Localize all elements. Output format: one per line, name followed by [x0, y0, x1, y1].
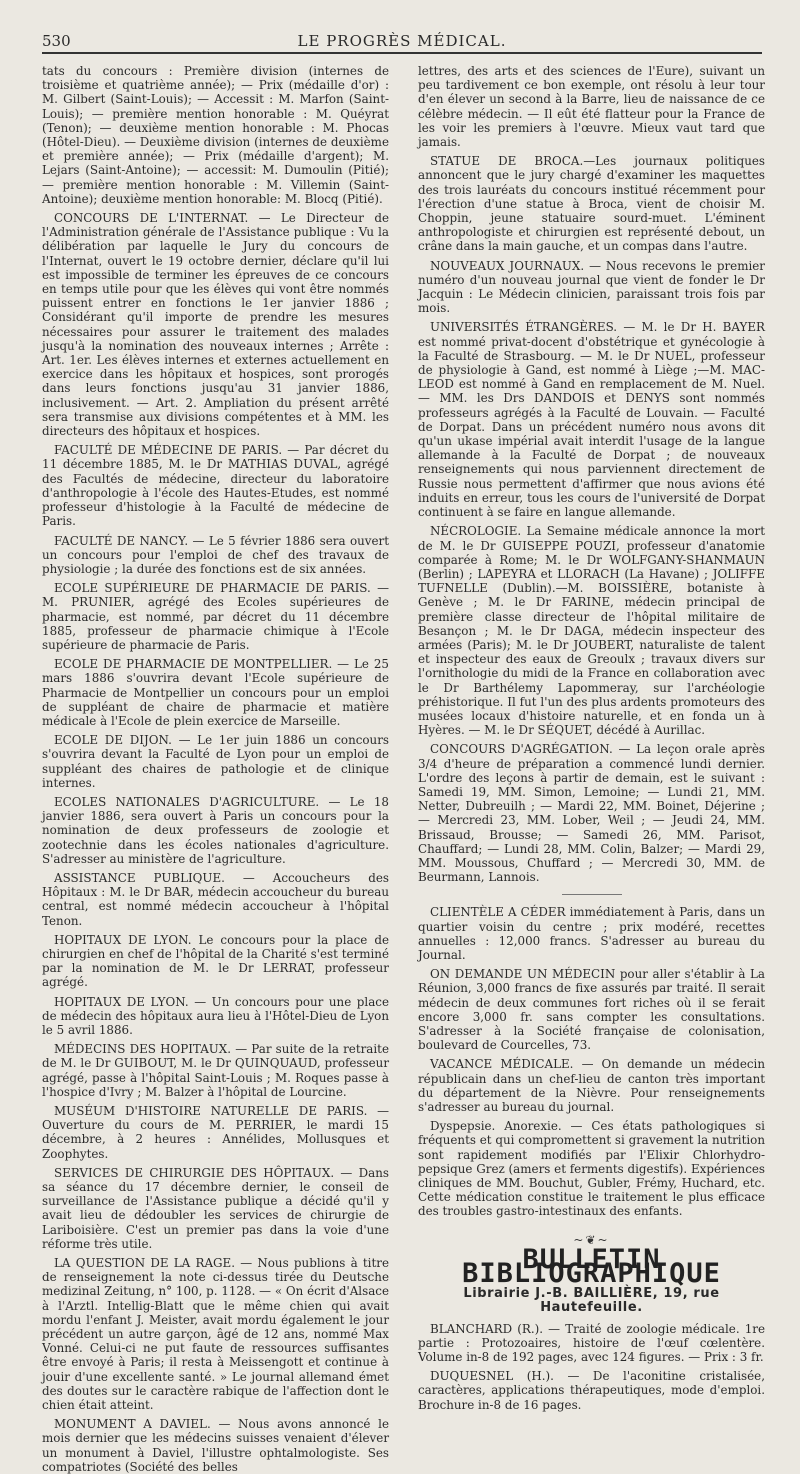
- running-title: LE PROGRÈS MÉDICAL.: [297, 32, 507, 50]
- paragraph-concours-results: tats du concours : Première division (internes de troisième et quatrième année); — Prix (médaille d'or) : M. Gilbert (Saint-Louis); — Accessit : M. Marfon (Saint-Louis); — première mention honorable : M. Quéyrat (Tenon); — deuxième mention honorable : M. Phocas (Hôtel-Dieu). — Deuxième division (internes de deuxième et première année); — Prix (médaille d'argent); M. Lejars (Saint-Antoine); — accessit: M. Dumoulin (Pitié); — première mention honorable : M. Villemin (Saint-Antoine); deuxième mention honorable: M. Blocq (Pitié).: [42, 64, 389, 206]
- paragraph-statue-broca: STATUE DE BROCA.—Les journaux politiques annoncent que le jury chargé d'examiner les maquettes des trois lauréats du concours institué récemment pour l'érection d'une statue à Broca, vient de choisir M. Choppin, jeune statuaire sourd-muet. L'éminent anthropologiste et chirurgien est représenté debout, un crâne dans la main gauche, et un compas dans l'autre.: [418, 154, 765, 254]
- bulletin-title: BULLETIN BIBLIOGRAPHIQUE: [462, 1243, 721, 1290]
- paragraph-concours-agregation: CONCOURS D'AGRÉGATION. — La leçon orale après 3/4 d'heure de préparation a commencé lundi dernier. L'ordre des leçons à partir de demain, est le suivant : Samedi 19, MM. Simon, Lemoine; — Lundi 21, MM. Netter, Dubreuilh ; — Mardi 22, MM. Boinet, Déjerine ; — Mercredi 23, MM. Lober, Weil ; — Jeudi 24, MM. Brissaud, Brousse; — Samedi 26, MM. Parisot, Chauffard; — Lundi 28, MM. Colin, Balzer; — Mardi 29, MM. Moussous, Chuffard ; — Mercredi 30, MM. de Beurmann, Lannois.: [418, 742, 765, 885]
- section-divider: [562, 894, 622, 895]
- paragraph-dyspepsie: Dyspepsie. Anorexie. — Ces états pathologiques si fréquents et qui compromettent si gravement la nutrition sont rapidement modifiés par l'Elixir Chlorhydro-pepsique Grez (amers et ferments digestifs). Expériences cliniques de MM. Bouchut, Gubler, Frémy, Huchard, etc. Cette médication constitue le traitement le plus efficace des troubles gastro-intestinaux des enfants.: [418, 1119, 765, 1219]
- paragraph-hopitaux-lyon-2: HOPITAUX DE LYON. — Un concours pour une place de médecin des hôpitaux aura lieu à l'Hôtel-Dieu de Lyon le 5 avril 1886.: [42, 994, 389, 1037]
- paragraph-museum: MUSÉUM D'HISTOIRE NATURELLE DE PARIS. — Ouverture du cours de M. PERRIER, le mardi 15 décembre, à 2 heures : Annélides, Mollusques et Zoophytes.: [42, 1104, 389, 1161]
- paragraph-faculte-paris: FACULTÉ DE MÉDECINE DE PARIS. — Par décret du 11 décembre 1885, M. le Dr MATHIAS DUVAL, agrégé des Facultés de médecine, directeur du laboratoire d'anthropologie à l'école des Hautes-Etudes, est nommé professeur d'histologie à la Faculté de médecine de Paris.: [42, 443, 389, 529]
- right-column: [418, 64, 765, 1412]
- paragraph-universites-etrangeres: UNIVERSITÉS ÉTRANGÈRES. — M. le Dr H. BAYER est nommé privat-docent d'obstétrique et gynécologie à la Faculté de Strasbourg. — M. le Dr NUEL, professeur de physiologie à Gand, est nommé à Liège ;—M. MAC-LEOD est nommé à Gand en remplacement de M. Nuel. — MM. les Drs DANDOIS et DENYS sont nommés professeurs agrégés à la Faculté de Louvain. — Faculté de Dorpat. Dans un précédent numéro nous avons dit qu'un ukase impérial avait interdit l'usage de la langue allemande à la Faculté de Dorpat ; de nouveaux renseignements qui nous parviennent directement de Russie nous permettent d'affirmer que nous avions été induits en erreur, tous les cours de l'université de Dorpat continuent à se faire en langue allemande.: [418, 320, 765, 520]
- paragraph-medecins-hopitaux: MÉDECINS DES HOPITAUX. — Par suite de la retraite de M. le Dr GUIBOUT, M. le Dr QUINQUAUD, professeur agrégé, passe à l'hôpital Saint-Louis ; M. Roques passe à l'hospice d'Ivry ; M. Balzer à l'hôpital de Lourcine.: [42, 1042, 389, 1099]
- bibliography-entry: BLANCHARD (R.). — Traité de zoologie médicale. 1re partie : Protozoaires, histoire de l'œuf cœlentère. Volume in-8 de 192 pages, avec 124 figures. — Prix : 3 fr.: [418, 1321, 765, 1365]
- page-number: 530: [42, 32, 71, 50]
- paragraph-pharmacie-montpellier: ECOLE DE PHARMACIE DE MONTPELLIER. — Le 25 mars 1886 s'ouvrira devant l'Ecole supérieure de Pharmacie de Montpellier un concours pour un emploi de suppléant de chaire de pharmacie et matière médicale à l'Ecole de plein exercice de Marseille.: [42, 657, 389, 728]
- paragraph-ecoles-agriculture: ECOLES NATIONALES D'AGRICULTURE. — Le 18 janvier 1886, sera ouvert à Paris un concours pour la nomination de deux professeurs de zoologie et zootechnie dans les écoles nationales d'agriculture. S'adresser au ministère de l'agriculture.: [42, 794, 389, 866]
- paragraph-faculte-nancy: FACULTÉ DE NANCY. — Le 5 février 1886 sera ouvert un concours pour l'emploi de chef des travaux de physiologie ; la durée des fonctions est de six années.: [42, 533, 389, 576]
- page-header: [42, 30, 762, 54]
- paragraph-daviel-continued: lettres, des arts et des sciences de l'Eure), suivant un peu tardivement ce bon exemple, ont résolu à leur tour d'en élever un second à la Barre, lieu de naissance de ce célèbre médecin. — Il eût été flatteur pour la France de les voir les premiers à l'œuvre. Mieux vaut tard que jamais.: [418, 64, 765, 150]
- paragraph-ecole-dijon: ECOLE DE DIJON. — Le 1er juin 1886 un concours s'ouvrira devant la Faculté de Lyon pour un emploi de suppléant des chaires de pathologie et de clinique internes.: [42, 733, 389, 790]
- paragraph-monument-daviel: MONUMENT A DAVIEL. — Nous avons annoncé le mois dernier que les médecins suisses venaient d'élever un monument à Daviel, l'illustre ophtalmologiste. Ses compatriotes (Société des belles: [42, 1417, 389, 1474]
- paragraph-vacance: VACANCE MÉDICALE. — On demande un médecin républicain dans un chef-lieu de canton très important du département de la Nièvre. Pour renseignements s'adresser au bureau du journal.: [418, 1057, 765, 1115]
- paragraph-on-demande: ON DEMANDE UN MÉDECIN pour aller s'établir à La Réunion, 3,000 francs de fixe assurés par traité. Il serait médecin de deux communes fort riches où il se ferait encore 3,000 fr. sans compter les consultations. S'adresser à la Société française de colonisation, boulevard de Courcelles, 73.: [418, 967, 765, 1053]
- paragraph-nouveaux-journaux: NOUVEAUX JOURNAUX. — Nous recevons le premier numéro d'un nouveau journal que vient de fonder le Dr Jacquin : Le Médecin clinicien, paraissant trois fois par mois.: [418, 258, 765, 316]
- paragraph-internat: CONCOURS DE L'INTERNAT. — Le Directeur de l'Administration générale de l'Assistance publique : Vu la délibération par laquelle le Jury du concours de l'Internat, ouvert le 19 octobre dernier, déclare qu'il lui est impossible de terminer les épreuves de ce concours en temps utile pour que les élèves qui vont être nommés puissent entrer en fonctions le 1er janvier 1886 ; Considérant qu'il importe de prendre les mesures nécessaires pour assurer le traitement des malades jusqu'à la nomination des nouveaux internes ; Arrête : Art. 1er. Les élèves internes et externes actuellement en exercice dans les hôpitaux et hospices, sont prorogés dans leurs fonctions jusqu'au 31 janvier 1886, inclusivement. — Art. 2. Ampliation du présent arrêté sera transmise aux divisions compétentes et à MM. les directeurs des hôpitaux et hospices.: [42, 211, 389, 439]
- paragraph-necrologie: NÉCROLOGIE. La Semaine médicale annonce la mort de M. le Dr GUISEPPE POUZI, professeur d'anatomie comparée à Rome; M. le Dr WOLFGANY-SHANMAUN (Berlin) ; LAPEYRA et LLORACH (La Havane) ; JOLIFFE TUFNELLE (Dublin).—M. BOISSIÈRE, botaniste à Genève ; M. le Dr FARINE, médecin principal de première classe directeur de l'hôpital militaire de Besançon ; M. le Dr DAGA, médecin inspecteur des armées (Paris); M. le Dr JOUBERT, naturaliste de talent et inspecteur des eaux de Greoulx ; travaux divers sur l'ornithologie du midi de la France en collaboration avec le Dr Barthélemy Lapommeray, sur l'archéologie préhistorique. Il fut l'un des plus ardents promoteurs des musées locaux d'histoire naturelle, et en fonda un à Hyères. — M. le Dr SÉQUET, décédé à Aurillac.: [418, 524, 765, 738]
- bibliography-entry: DUQUESNEL (H.). — De l'aconitine cristalisée, caractères, applications thérapeutiques, mode d'emploi. Brochure in-8 de 16 pages.: [418, 1369, 765, 1412]
- paragraph-pharmacie-paris: ECOLE SUPÉRIEURE DE PHARMACIE DE PARIS. — M. PRUNIER, agrégé des Ecoles supérieures de pharmacie, est nommé, par décret du 11 décembre 1885, professeur de pharmacie chimique à l'Ecole supérieure de pharmacie de Paris.: [42, 581, 389, 652]
- ornament-divider: ~❦~: [573, 1232, 610, 1247]
- paragraph-question-rage: LA QUESTION DE LA RAGE. — Nous publions à titre de renseignement la note ci-dessus tirée du Deutsche medizinal Zeitung, n° 100, p. 1128. — « On écrit d'Alsace à l'Arztl. Intellig-Blatt que le même chien qui avait mordu l'enfant J. Meister, avait mordu également le jour précédent un autre garçon, âgé de 12 ans, nommé Max Vonné. Celui-ci ne put faute de ressources suffisantes être envoyé à Paris; il resta à Meissengott et continue à jouir d'une excellente santé. » Le journal allemand émet des doutes sur le caractère rabique de l'affection dont le chien était atteint.: [42, 1256, 389, 1413]
- paragraph-hopitaux-lyon-1: HOPITAUX DE LYON. Le concours pour la place de chirurgien en chef de l'hôpital de la Charité s'est terminé par la nomination de M. le Dr LERRAT, professeur agrégé.: [42, 932, 389, 990]
- paragraph-clientele: CLIENTÈLE A CÉDER immédiatement à Paris, dans un quartier voisin du centre ; prix modéré, recettes annuelles : 12,000 francs. S'adresser au bureau du Journal.: [418, 905, 765, 962]
- paragraph-services-chirurgie: SERVICES DE CHIRURGIE DES HÔPITAUX. — Dans sa séance du 17 décembre dernier, le conseil de surveillance de l'Assistance publique a décidé qu'il y avait lieu de dédoubler les services de chirurgie de Lariboisière. C'est un premier pas dans la voie d'une réforme très utile.: [42, 1165, 389, 1251]
- left-column: [42, 64, 389, 1474]
- bulletin-publisher: Librairie J.-B. BAILLIÈRE, 19, rue Hautefeuille.: [463, 1286, 720, 1316]
- paragraph-assistance-publique: ASSISTANCE PUBLIQUE. — Accoucheurs des Hôpitaux : M. le Dr BAR, médecin accoucheur du bureau central, est nommé médecin accoucheur à l'hôpital Tenon.: [42, 870, 389, 928]
